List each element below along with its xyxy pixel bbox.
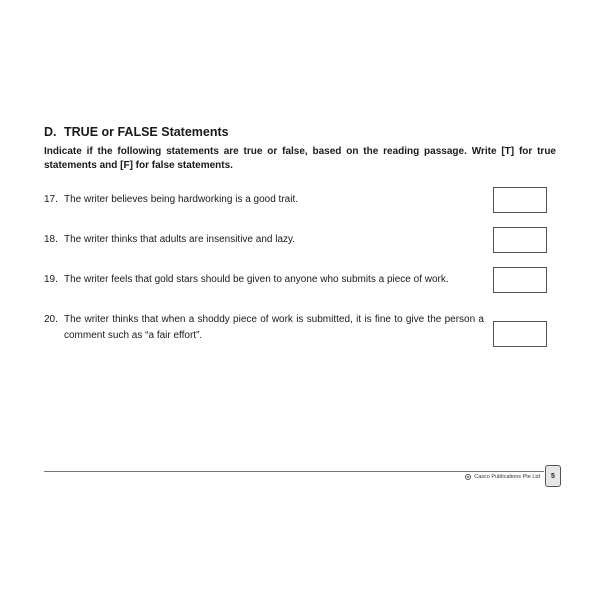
question-18 [44,232,484,248]
page-number: 5 [545,465,561,487]
section-letter: D. [44,125,57,139]
footer-divider [44,471,544,472]
question-19 [44,272,484,288]
question-number: 20. [44,314,58,325]
section-title: TRUE or FALSE Statements [64,125,229,139]
section-heading [44,125,229,139]
question-text: The writer believes being hardworking is a good trait. [64,194,299,205]
answer-box-18[interactable] [493,227,547,253]
question-number: 18. [44,234,58,245]
answer-box-19[interactable] [493,267,547,293]
answer-box-17[interactable] [493,187,547,213]
answer-box-20[interactable] [493,321,547,347]
question-text: The writer thinks that when a shoddy piece of work is submitted, it is fine to give the person a comment such as “a fair effort”. [64,314,484,341]
footer-credit [465,474,540,480]
copyright-icon [465,474,471,480]
question-text: The writer thinks that adults are insensitive and lazy. [64,234,296,245]
section-instructions: Indicate if the following statements are true or false, based on the reading passage. Write [T] for true statements and [F] for false statements. [44,146,556,171]
question-number: 17. [44,194,58,205]
publisher-name: Casco Publications Pte Ltd [474,474,540,480]
question-text: The writer feels that gold stars should be given to anyone who submits a piece of work. [64,274,449,285]
question-17 [44,192,484,208]
question-20 [44,312,484,344]
question-number: 19. [44,274,58,285]
